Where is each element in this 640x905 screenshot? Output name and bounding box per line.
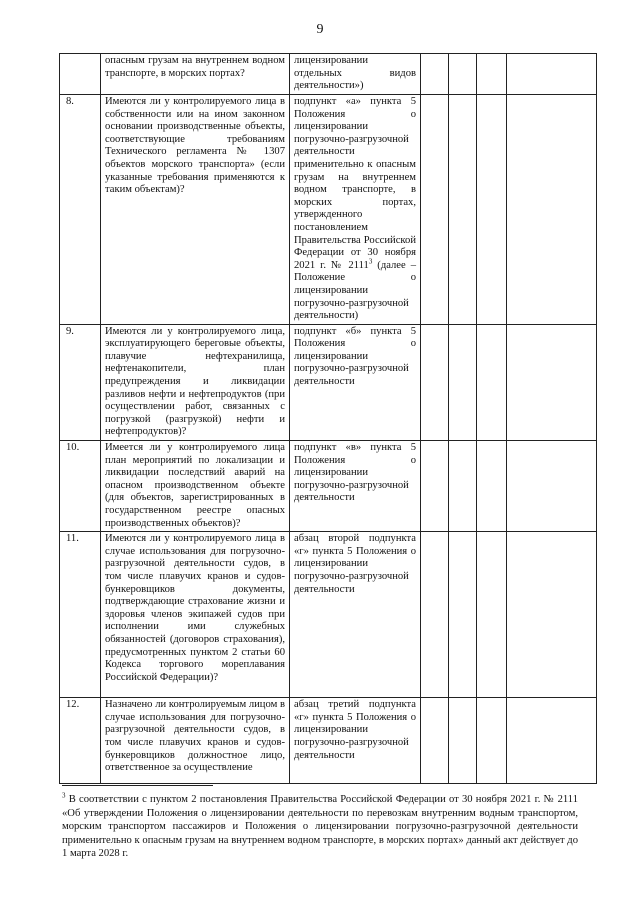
legal-reference: лицензировании отдельных видов деятельности») xyxy=(290,54,421,95)
legal-reference: абзац третий подпункта «г» пункта 5 Положения о лицензировании погрузочно-разгрузочной деятельности xyxy=(290,698,421,784)
legal-reference-main: подпункт «а» пункта 5 Положения о лицензировании погрузочно-разгрузочной деятельности применительно к опасным грузам на внутреннем водном транспорте, в морских портах, утвержденного постановлением Правительства Российской Федерации от 30 ноября 2021 г. № 2111 xyxy=(294,96,416,271)
legal-reference: подпункт «б» пункта 5 Положения о лицензировании погрузочно-разгрузочной деятельности xyxy=(290,324,421,440)
table-row xyxy=(60,54,597,95)
question-text: Имеются ли у контролируемого лица в собственности или на ином законном основании производственные объекты, соответствующие требованиям Технического регламента № 1307 объектов морского транспорта» (если указанные требования применяются к таким объектам)? xyxy=(101,95,290,325)
answer-cell-no xyxy=(449,441,477,532)
row-number: 8. xyxy=(60,95,101,325)
row-number: 9. xyxy=(60,324,101,440)
page-number: 9 xyxy=(316,22,324,37)
answer-cell-na xyxy=(477,324,507,440)
answer-cell-no xyxy=(449,698,477,784)
checklist-table xyxy=(59,53,597,784)
legal-reference: подпункт «в» пункта 5 Положения о лицензировании погрузочно-разгрузочной деятельности xyxy=(290,441,421,532)
row-number: 12. xyxy=(60,698,101,784)
question-text: опасным грузам на внутреннем водном транспорте, в морских портах? xyxy=(101,54,290,95)
question-text: Имеются ли у контролируемого лица в случае использования для погрузочно-разгрузочной деятельности судов, в том числе плавучих кранов и судов-бункеровщиков документы, подтверждающие страхование жизни и здоровья членов экипажей судов при исполнении ими служебных обязанностей (договоров страхования), предусмотренных пунктом 2 статьи 60 Кодекса торгового мореплавания Российской Федерации)? xyxy=(101,532,290,698)
notes-cell xyxy=(507,698,597,784)
answer-cell-yes xyxy=(421,95,449,325)
answer-cell-na xyxy=(477,54,507,95)
footnote-marker: 3 xyxy=(62,791,66,800)
legal-reference-tail: (далее – Положение о лицензировании погрузочно-разгрузочной деятельности) xyxy=(294,259,416,322)
notes-cell xyxy=(507,441,597,532)
footnote xyxy=(62,793,578,861)
answer-cell-no xyxy=(449,95,477,325)
footnote-text: В соответствии с пунктом 2 постановления Правительства Российской Федерации от 30 ноября 2021 г. № 2111 «Об утверждении Положения о лицензировании деятельности по перевозкам внутренним водным транспортом, морским транспортом пассажиров и Положения о лицензировании погрузочно-разгрузочной деятельности применительно к опасным грузам на внутреннем водном транспорте, в морских портах» данный акт действует до 1 марта 2028 г. xyxy=(62,794,578,860)
answer-cell-na xyxy=(477,532,507,698)
answer-cell-no xyxy=(449,54,477,95)
answer-cell-yes xyxy=(421,324,449,440)
row-number: 10. xyxy=(60,441,101,532)
notes-cell xyxy=(507,95,597,325)
answer-cell-na xyxy=(477,95,507,325)
question-text: Имеются ли у контролируемого лица, эксплуатирующего береговые объекты, плавучие нефтехранилища, нефтенакопители, план предупреждения и ликвидации разливов нефти и нефтепродуктов (при осуществлении работ, связанных с погрузкой (разгрузкой) нефти и нефтепродуктов)? xyxy=(101,324,290,440)
table-row xyxy=(60,95,597,325)
answer-cell-na xyxy=(477,698,507,784)
answer-cell-yes xyxy=(421,441,449,532)
question-text: Назначено ли контролируемым лицом в случае использования для погрузочно-разгрузочной деятельности судов, в том числе плавучих кранов и судов-бункеровщиков должностное лицо, ответственное за осуществление xyxy=(101,698,290,784)
answer-cell-yes xyxy=(421,54,449,95)
table-row xyxy=(60,441,597,532)
answer-cell-no xyxy=(449,324,477,440)
answer-cell-no xyxy=(449,532,477,698)
row-number xyxy=(60,54,101,95)
table-row xyxy=(60,532,597,698)
legal-reference: абзац второй подпункта «г» пункта 5 Положения о лицензировании погрузочно-разгрузочной деятельности xyxy=(290,532,421,698)
legal-reference xyxy=(290,95,421,325)
answer-cell-na xyxy=(477,441,507,532)
question-text: Имеется ли у контролируемого лица план мероприятий по локализации и ликвидации последствий аварий на опасном производственном объекте (для объектов, зарегистрированных в государственном реестре опасных производственных объектов)? xyxy=(101,441,290,532)
table-row xyxy=(60,324,597,440)
footnote-marker: 3 xyxy=(368,257,373,266)
notes-cell xyxy=(507,324,597,440)
table-row xyxy=(60,698,597,784)
answer-cell-yes xyxy=(421,532,449,698)
footnote-separator xyxy=(62,785,213,786)
notes-cell xyxy=(507,532,597,698)
answer-cell-yes xyxy=(421,698,449,784)
row-number: 11. xyxy=(60,532,101,698)
notes-cell xyxy=(507,54,597,95)
